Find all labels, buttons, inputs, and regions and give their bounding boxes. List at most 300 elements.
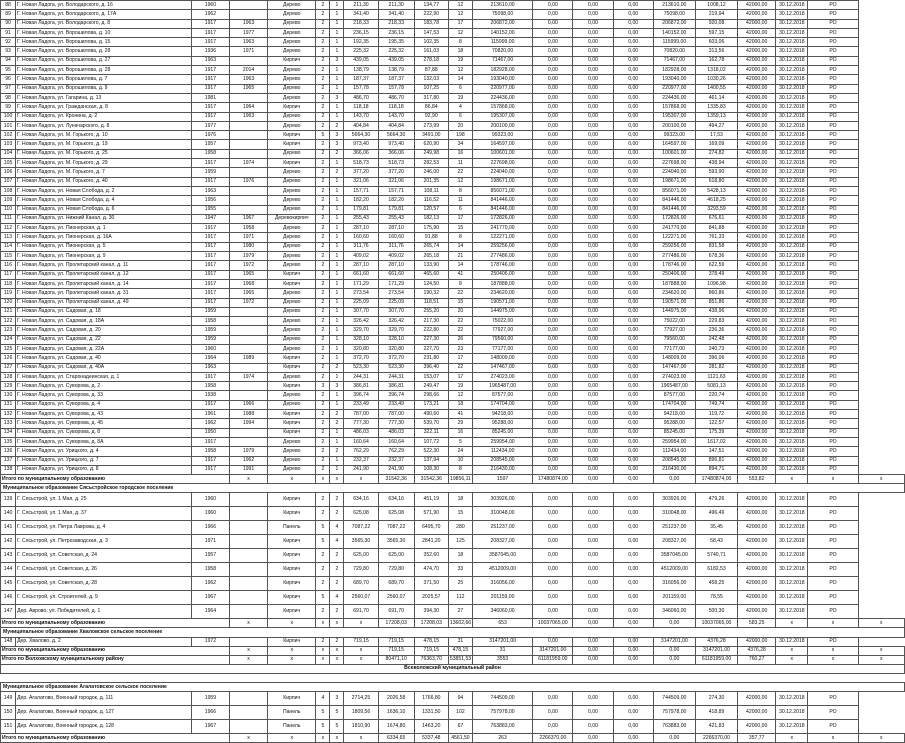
table-cell: 1958 (191, 149, 229, 158)
table-cell: 303926,00 (472, 493, 532, 507)
table-cell: 157,71 (378, 186, 414, 195)
address-cell: Г. Новая Ладога, ул. Володарского, д. 16 (16, 1, 192, 10)
table-cell: 744509,00 (472, 692, 532, 706)
table-cell: 0,00 (573, 372, 613, 381)
total-row (1, 734, 905, 743)
table-cell: 172826,00 (472, 214, 532, 223)
table-cell: 761,33 (695, 233, 737, 242)
table-cell: 341,40 (344, 10, 378, 19)
table-cell: РО (808, 103, 858, 112)
table-cell: 42000,00 (738, 637, 776, 646)
table-cell: 198671,00 (653, 177, 695, 186)
table-cell: 0,00 (573, 28, 613, 37)
table-cell: 523,30 (378, 363, 414, 372)
table-cell: 689,70 (344, 577, 378, 591)
table-cell: 143,70 (378, 112, 414, 121)
table-row (1, 261, 905, 270)
table-cell: 1917 (191, 28, 229, 37)
total-cell: 0,00 (573, 734, 613, 743)
table-cell: 1962 (191, 577, 229, 591)
table-row (1, 391, 905, 400)
table-cell: 377,20 (344, 168, 378, 177)
table-cell: 160,60 (344, 233, 378, 242)
table-cell: 0,00 (533, 692, 573, 706)
table-cell: 42000,00 (738, 605, 776, 619)
table-cell: РО (808, 521, 858, 535)
table-cell: 29 (448, 419, 472, 428)
table-cell: 115999,00 (653, 38, 695, 47)
table-cell: 0,00 (613, 317, 653, 326)
total-cell: 0,00 (613, 734, 653, 743)
table-cell (229, 692, 267, 706)
table-cell: 134,77 (414, 1, 448, 10)
table-cell: 30.12.2018 (776, 447, 808, 456)
table-cell: РО (808, 121, 858, 130)
table-cell: РО (808, 447, 858, 456)
table-cell: 0,00 (613, 131, 653, 140)
table-cell: 1966 (191, 706, 229, 720)
table-cell: 2 (316, 605, 330, 619)
table-cell: Кирпич (268, 363, 316, 372)
table-cell: 42000,00 (738, 121, 776, 130)
address-cell: Г. Новая Ладога, ул. Ворошилова, д. 27 (16, 56, 192, 65)
table-cell: 2 (316, 19, 330, 28)
table-cell: 6 (448, 84, 472, 93)
table-cell: 539,70 (414, 419, 448, 428)
table-cell: 0,00 (533, 103, 573, 112)
table-cell: 486,03 (378, 428, 414, 437)
table-cell: 321,06 (378, 177, 414, 186)
row-number: 144 (1, 563, 16, 577)
table-cell: 1917 (191, 19, 229, 28)
table-cell: 2 (316, 242, 330, 251)
table-cell: 0,00 (573, 535, 613, 549)
table-cell: 1096,98 (695, 279, 737, 288)
address-cell: Г. Новая Ладога, ул. Суворова, д. 4 (16, 400, 192, 409)
address-cell: Г. Сясьстрой, ул. Петра Лаврова, д. 4 (16, 521, 192, 535)
table-cell: 195307,00 (472, 112, 532, 121)
total-cell: x (344, 734, 378, 743)
table-cell: 75022,00 (653, 317, 695, 326)
table-cell: 119,72 (695, 410, 737, 419)
table-cell: 193040,00 (472, 75, 532, 84)
table-cell: Дерево (268, 335, 316, 344)
row-number: 128 (1, 372, 16, 381)
table-cell: 313,56 (695, 47, 737, 56)
table-cell: 0,00 (613, 75, 653, 84)
table-row (1, 456, 905, 465)
table-cell: 274023,00 (653, 372, 695, 381)
table-cell: 229,83 (695, 317, 737, 326)
table-cell: 1960 (191, 344, 229, 353)
table-cell: 116,52 (414, 196, 448, 205)
table-cell: 2 (330, 637, 344, 646)
address-cell: Г. Новая Ладога, ул. Володарского, д. 8 (16, 19, 192, 28)
table-cell: РО (808, 93, 858, 102)
table-cell: 225,32 (344, 47, 378, 56)
section-title: Муниципальное образование Агалатовское сельское поселение (1, 682, 905, 691)
table-cell: 7087,22 (378, 521, 414, 535)
table-cell: 42000,00 (738, 591, 776, 605)
table-cell: 144975,00 (653, 307, 695, 316)
total-cell: x (268, 619, 316, 628)
table-cell: РО (808, 261, 858, 270)
table-cell: 124,50 (414, 279, 448, 288)
table-row (1, 317, 905, 326)
table-cell (229, 121, 267, 130)
table-row (1, 84, 905, 93)
table-cell: 0,00 (573, 307, 613, 316)
table-cell: 198 (448, 131, 472, 140)
total-cell: 478,15 (448, 646, 472, 655)
table-cell: 2 (316, 354, 330, 363)
table-cell: 0,00 (613, 19, 653, 28)
row-number: 136 (1, 447, 16, 456)
table-cell: 366,06 (378, 149, 414, 158)
table-cell: 175,90 (414, 224, 448, 233)
table-cell: 22 (448, 326, 472, 335)
table-cell: 30.12.2018 (776, 177, 808, 186)
table-cell: 30.12.2018 (776, 363, 808, 372)
table-cell: 396,74 (344, 391, 378, 400)
total-cell: 10037065,00 (695, 619, 737, 628)
table-cell: 920,08 (695, 19, 737, 28)
table-cell: 0,00 (613, 326, 653, 335)
table-cell: 30.12.2018 (776, 261, 808, 270)
table-cell (229, 140, 267, 149)
table-cell: 273,54 (378, 289, 414, 298)
table-cell: 303926,00 (653, 493, 695, 507)
table-cell: 4 (316, 692, 330, 706)
table-cell: Кирпич (268, 637, 316, 646)
table-cell: 160,64 (344, 437, 378, 446)
table-cell: 227698,00 (653, 159, 695, 168)
table-cell: 16 (448, 149, 472, 158)
table-cell: РО (808, 233, 858, 242)
total-cell: x (316, 475, 330, 484)
table-cell: 30.12.2018 (776, 400, 808, 409)
table-cell: 115999,00 (472, 38, 532, 47)
total-cell: x (330, 734, 344, 743)
table-cell: 234620,00 (653, 289, 695, 298)
table-cell: 4376,28 (695, 637, 737, 646)
table-cell: 316056,00 (472, 577, 532, 591)
address-cell: Г. Новая Ладога, ул. Садовая, д. 20 (16, 326, 192, 335)
address-cell: Г. Новая Ладога, ул. Нижний Канал, д. 30 (16, 214, 192, 223)
table-cell: 30.12.2018 (776, 224, 808, 233)
table-cell: 352,60 (414, 549, 448, 563)
table-cell: 195,35 (378, 38, 414, 47)
table-cell: 30.12.2018 (776, 456, 808, 465)
table-cell: 0,00 (533, 214, 573, 223)
table-cell: 277486,00 (472, 252, 532, 261)
table-cell: 42000,00 (738, 56, 776, 65)
table-cell: 5081,13 (695, 382, 737, 391)
table-cell: 249,47 (414, 382, 448, 391)
table-cell: 0,00 (613, 233, 653, 242)
table-cell: РО (808, 38, 858, 47)
address-cell: Г. Новая Ладога, ул. Ворошилова, д. 28 (16, 66, 192, 75)
table-cell: 0,00 (573, 549, 613, 563)
row-number: 113 (1, 233, 16, 242)
address-cell: Г. Новая Ладога, ул. Старонадеинская, д. 1 (16, 372, 192, 381)
table-cell: 394,30 (414, 605, 448, 619)
table-cell: 30.12.2018 (776, 391, 808, 400)
table-cell: 0,00 (573, 84, 613, 93)
address-cell: Г. Новая Ладога, ул. Садовая, д. 22А (16, 344, 192, 353)
spacer-row (1, 673, 905, 682)
table-cell: 41 (448, 410, 472, 419)
row-number: 120 (1, 298, 16, 307)
table-cell: 757978,00 (472, 706, 532, 720)
table-row (1, 605, 905, 619)
table-cell: 70820,00 (472, 47, 532, 56)
row-number: 139 (1, 493, 16, 507)
table-row (1, 363, 905, 372)
table-cell: 240,73 (695, 344, 737, 353)
table-cell: 241770,00 (472, 224, 532, 233)
table-cell: 1 (330, 289, 344, 298)
table-cell: 190571,00 (472, 298, 532, 307)
table-cell (229, 326, 267, 335)
table-cell: 157,78 (344, 84, 378, 93)
table-cell: 0,00 (613, 242, 653, 251)
table-cell: Дерево (268, 47, 316, 56)
total-cell: 61181959,00 (533, 655, 573, 664)
total-cell: x (316, 655, 330, 664)
table-cell: 78,55 (695, 591, 737, 605)
table-cell: 1917 (191, 66, 229, 75)
table-cell: 1974 (229, 372, 267, 381)
table-cell: 42000,00 (738, 28, 776, 37)
table-cell: 2 (316, 47, 330, 56)
table-cell: 1959 (191, 168, 229, 177)
table-cell: 2 (316, 214, 330, 223)
table-cell: 41 (448, 270, 472, 279)
table-cell: 118,18 (378, 103, 414, 112)
table-cell: 522,30 (414, 447, 448, 456)
table-cell: 0,00 (533, 298, 573, 307)
total-cell: x (808, 619, 858, 628)
table-row (1, 400, 905, 409)
table-cell: 0,00 (573, 706, 613, 720)
table-cell: 206872,00 (472, 19, 532, 28)
table-cell: 860,86 (695, 289, 737, 298)
table-cell: 42000,00 (738, 493, 776, 507)
table-cell: 518,73 (344, 159, 378, 168)
table-cell: Дерево (268, 149, 316, 158)
table-cell: 5 (330, 706, 344, 720)
table-cell: 58,43 (695, 535, 737, 549)
table-cell: 42000,00 (738, 437, 776, 446)
table-cell: Дерево (268, 242, 316, 251)
table-cell: Дерево (268, 298, 316, 307)
table-cell: 120,57 (414, 205, 448, 214)
table-cell: Дерево (268, 196, 316, 205)
total-cell: x (344, 646, 378, 655)
table-cell: Панель (268, 720, 316, 734)
total-cell: 5337,48 (414, 734, 448, 743)
table-cell (229, 493, 267, 507)
table-cell: 3147201,00 (653, 637, 695, 646)
address-cell: Г. Новая Ладога, ул. Садовая, д. 40 (16, 354, 192, 363)
table-cell: 6 (448, 112, 472, 121)
table-cell: 603,06 (695, 38, 737, 47)
table-cell: 787,00 (344, 410, 378, 419)
table-cell: 486,70 (378, 93, 414, 102)
table-cell: 232,37 (344, 456, 378, 465)
table-cell: 0,00 (533, 465, 573, 474)
table-cell: 94218,00 (472, 410, 532, 419)
table-cell: 42000,00 (738, 177, 776, 186)
table-cell: Дерево (268, 168, 316, 177)
table-cell (229, 10, 267, 19)
total-cell: 0,00 (653, 655, 695, 664)
table-cell: 12 (448, 391, 472, 400)
table-cell: 277486,00 (653, 252, 695, 261)
table-cell: 2 (316, 149, 330, 158)
row-number: 145 (1, 577, 16, 591)
table-cell: 42000,00 (738, 577, 776, 591)
table-cell: 396,06 (695, 354, 737, 363)
table-cell: 255,43 (378, 214, 414, 223)
table-cell (229, 93, 267, 102)
table-cell: 30.12.2018 (776, 10, 808, 19)
table-cell: 0,00 (573, 382, 613, 391)
table-cell: 409,02 (378, 252, 414, 261)
row-number: 99 (1, 103, 16, 112)
table-cell: 157868,00 (472, 103, 532, 112)
table-cell: 157,71 (344, 186, 378, 195)
table-cell: 30.12.2018 (776, 410, 808, 419)
table-cell: 206872,00 (653, 19, 695, 28)
total-cell: 4561,50 (448, 734, 472, 743)
table-cell: 30.12.2018 (776, 563, 808, 577)
table-cell: 42000,00 (738, 103, 776, 112)
table-cell: 2 (316, 28, 330, 37)
table-cell: 30.12.2018 (776, 28, 808, 37)
table-cell: 27 (448, 605, 472, 619)
table-cell: 10 (448, 456, 472, 465)
table-cell: 1917 (191, 456, 229, 465)
table-cell: 2 (316, 1, 330, 10)
table-cell: 30.12.2018 (776, 317, 808, 326)
table-cell: 153,07 (414, 372, 448, 381)
total-cell: 80471,10 (378, 655, 414, 664)
table-cell: 201159,00 (653, 591, 695, 605)
table-cell: 42000,00 (738, 242, 776, 251)
table-cell: 2 (330, 549, 344, 563)
table-cell: Дерево (268, 93, 316, 102)
total-cell: x (229, 646, 267, 655)
table-cell: 0,00 (613, 382, 653, 391)
table-cell: 187,37 (378, 75, 414, 84)
address-cell: Г. Новая Ладога, ул. Ворошилова, д. 10 (16, 28, 192, 37)
table-cell: 140152,00 (472, 28, 532, 37)
table-cell: 1965487,00 (653, 382, 695, 391)
table-cell: 0,00 (613, 465, 653, 474)
table-cell: РО (808, 465, 858, 474)
table-row (1, 56, 905, 65)
table-cell: 0,00 (613, 605, 653, 619)
table-cell: 30.12.2018 (776, 382, 808, 391)
table-cell: 77927,00 (472, 326, 532, 335)
table-cell: 1965487,00 (472, 382, 532, 391)
table-cell: 3 (330, 692, 344, 706)
row-number: 121 (1, 307, 16, 316)
table-cell: 100601,00 (653, 149, 695, 158)
table-row (1, 493, 905, 507)
row-number: 90 (1, 19, 16, 28)
row-number: 146 (1, 591, 16, 605)
total-cell: x (808, 734, 858, 743)
table-cell: 1962 (191, 10, 229, 19)
table-cell: Кирпич (268, 507, 316, 521)
row-number: 97 (1, 84, 16, 93)
table-cell: 2 (330, 577, 344, 591)
table-cell: 182928,00 (653, 66, 695, 75)
table-cell: 249,98 (414, 149, 448, 158)
row-number: 123 (1, 326, 16, 335)
table-cell: 19 (448, 56, 472, 65)
table-cell: 2 (330, 168, 344, 177)
table-cell: 67 (448, 720, 472, 734)
table-cell: 30.12.2018 (776, 307, 808, 316)
address-cell: Г. Новая Ладога, ул. М. Горького, д. 40 (16, 177, 192, 186)
total-cell: x (330, 619, 344, 628)
total-cell: 0,00 (573, 655, 613, 664)
table-cell: 1917 (191, 177, 229, 186)
table-cell: 30.12.2018 (776, 47, 808, 56)
table-cell: 0,00 (533, 706, 573, 720)
table-cell: 377,20 (378, 168, 414, 177)
table-cell: Кирпич (268, 103, 316, 112)
table-cell: 17 (448, 19, 472, 28)
table-cell: 30.12.2018 (776, 535, 808, 549)
table-cell: 227,70 (414, 344, 448, 353)
row-number: 94 (1, 56, 16, 65)
table-cell: 1959 (191, 692, 229, 706)
total-cell: 61181959,00 (695, 655, 737, 664)
table-cell: 1 (330, 19, 344, 28)
table-cell: 1917 (191, 242, 229, 251)
table-row (1, 252, 905, 261)
table-cell: 689,70 (378, 577, 414, 591)
table-cell: 0,00 (573, 410, 613, 419)
table-cell: 190,32 (414, 289, 448, 298)
table-cell: 0,00 (533, 279, 573, 288)
table-cell: 259256,00 (653, 242, 695, 251)
table-cell: Дерево (268, 289, 316, 298)
table-cell: 298,66 (414, 391, 448, 400)
table-cell: РО (808, 242, 858, 251)
total-cell: 0,00 (653, 475, 695, 484)
table-cell: РО (808, 66, 858, 75)
table-cell: 1971 (229, 233, 267, 242)
table-cell: 625,00 (378, 549, 414, 563)
table-cell: 2 (316, 563, 330, 577)
table-cell (229, 437, 267, 446)
table-cell: 1121,63 (695, 372, 737, 381)
address-cell: Г. Новая Ладога, ул. Садовая, д. 40А (16, 363, 192, 372)
table-cell: 661,60 (378, 270, 414, 279)
table-cell: 1917 (191, 261, 229, 270)
table-cell: 0,00 (533, 549, 573, 563)
total-cell: x (316, 619, 330, 628)
table-cell: 174704,00 (653, 400, 695, 409)
address-cell: Г. Новая Ладога, ул. Пионерская, д. 9 (16, 252, 192, 261)
table-cell: 255,20 (414, 307, 448, 316)
